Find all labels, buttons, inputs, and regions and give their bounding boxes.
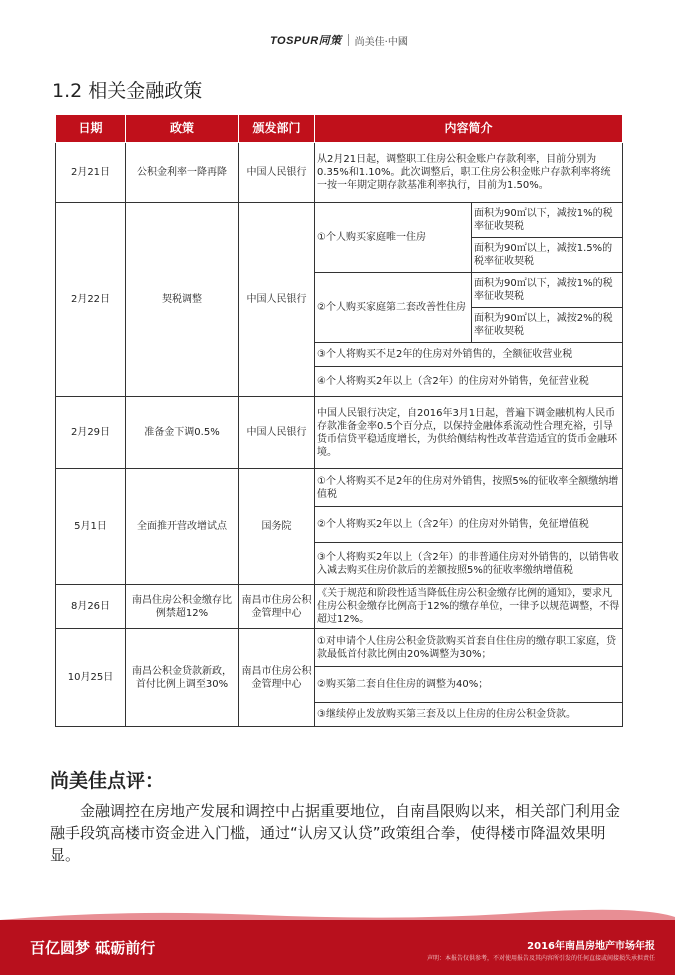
cell-content: ②购买第二套自住住房的调整为40%； (315, 667, 623, 703)
cell-content: ③个人将购买不足2年的住房对外销售的，全额征收营业税 (315, 343, 623, 367)
cell-subdetail: 面积为90㎡以下，减按1%的税率征收契税 (472, 203, 623, 238)
cell-date: 5月1日 (56, 469, 126, 585)
table-row (56, 629, 623, 667)
cell-content: ②个人将购买2年以上（含2年）的住房对外销售，免征增值税 (315, 507, 623, 543)
cell-date: 2月21日 (56, 143, 126, 203)
table-row (56, 203, 623, 238)
logo-tospur: TOSPUR同策 (270, 35, 342, 47)
cell-dept: 国务院 (239, 469, 315, 585)
policy-table (55, 114, 623, 727)
cell-policy: 公积金利率一降再降 (126, 143, 239, 203)
cell-content: 从2月21日起，调整职工住房公积金账户存款利率，目前分别为0.35%和1.10%。此次调整后，职工住房公积金账户存款利率将统一按一年期定期存款基准利率执行，目前为1.50%。 (315, 143, 623, 203)
footer-report-title: 2016年南昌房地产市场年报 (527, 941, 655, 952)
cell-content: 《关于规范和阶段性适当降低住房公积金缴存比例的通知》，要求凡住房公积金缴存比例高于12%的缴存单位，一律予以规范调整，不得超过12%。 (315, 585, 623, 629)
col-header-date: 日期 (56, 115, 126, 143)
company-logo (270, 30, 408, 50)
cell-date: 2月22日 (56, 203, 126, 397)
col-header-dept: 颁发部门 (239, 115, 315, 143)
cell-dept: 南昌市住房公积金管理中心 (239, 585, 315, 629)
table-row (56, 469, 623, 507)
table-row (56, 397, 623, 469)
cell-content: ③继续停止发放购买第三套及以上住房的住房公积金贷款。 (315, 703, 623, 727)
comment-body: 金融调控在房地产发展和调控中占据重要地位，自南昌限购以来，相关部门利用金融手段筑高楼市资金进入门槛，通过“认房又认贷”政策组合拳，使得楼市降温效果明显。 (50, 802, 621, 864)
col-header-policy: 政策 (126, 115, 239, 143)
cell-dept: 中国人民银行 (239, 143, 315, 203)
cell-content: ③个人将购买2年以上（含2年）的非普通住房对外销售的，以销售收入减去购买住房价款后的差额按照5%的征收率缴纳增值税 (315, 543, 623, 585)
cell-subdetail: 面积为90㎡以上，减按2%的税率征收契税 (472, 308, 623, 343)
top-bar (0, 0, 675, 60)
cell-policy: 南昌公积金贷款新政，首付比例上调至30% (126, 629, 239, 727)
cell-date: 2月29日 (56, 397, 126, 469)
cell-content: ④个人将购买2年以上（含2年）的住房对外销售，免征营业税 (315, 367, 623, 397)
cell-content: ①个人将购买不足2年的住房对外销售，按照5%的征收率全额缴纳增值税 (315, 469, 623, 507)
cell-content: 中国人民银行决定，自2016年3月1日起，普遍下调金融机构人民币存款准备金率0.5个百分点，以保持金融体系流动性合理充裕，引导货币信贷平稳适度增长，为供给侧结构性改革营造适宜的货币金融环境。 (315, 397, 623, 469)
cell-content: ①对申请个人住房公积金贷款购买首套自住住房的缴存职工家庭，贷款最低首付款比例由20%调整为30%； (315, 629, 623, 667)
cell-policy: 全面推开营改增试点 (126, 469, 239, 585)
footer-disclaimer: 声明：本报告仅供参考，不对使用报告及其内容所引发的任何直接或间接损失承担责任 (426, 955, 655, 962)
comment-title: 尚美佳点评： (50, 770, 165, 792)
cell-subdetail: 面积为90㎡以下，减按1%的税率征收契税 (472, 273, 623, 308)
cell-date: 10月25日 (56, 629, 126, 727)
table-header-row (56, 115, 623, 143)
cell-subitem: ①个人购买家庭唯一住房 (315, 203, 472, 273)
cell-dept: 南昌市住房公积金管理中心 (239, 629, 315, 727)
cell-subdetail: 面积为90㎡以上，减按1.5%的税率征收契税 (472, 238, 623, 273)
col-header-content: 内容简介 (315, 115, 623, 143)
section-title: 1.2 相关金融政策 (52, 80, 203, 102)
table-row (56, 143, 623, 203)
footer-slogan: 百亿圆梦 砥砺前行 (30, 939, 156, 957)
table-row (56, 585, 623, 629)
cell-policy: 南昌住房公积金缴存比例禁超12% (126, 585, 239, 629)
footer-banner (0, 920, 675, 975)
cell-dept: 中国人民银行 (239, 397, 315, 469)
cell-date: 8月26日 (56, 585, 126, 629)
cell-dept: 中国人民银行 (239, 203, 315, 397)
cell-policy: 契税调整 (126, 203, 239, 397)
cell-subitem: ②个人购买家庭第二套改善性住房 (315, 273, 472, 343)
cell-policy: 准备金下调0.5% (126, 397, 239, 469)
logo-divider (348, 34, 349, 46)
logo-shangmeijia: 尚美佳·中國 (354, 36, 408, 48)
